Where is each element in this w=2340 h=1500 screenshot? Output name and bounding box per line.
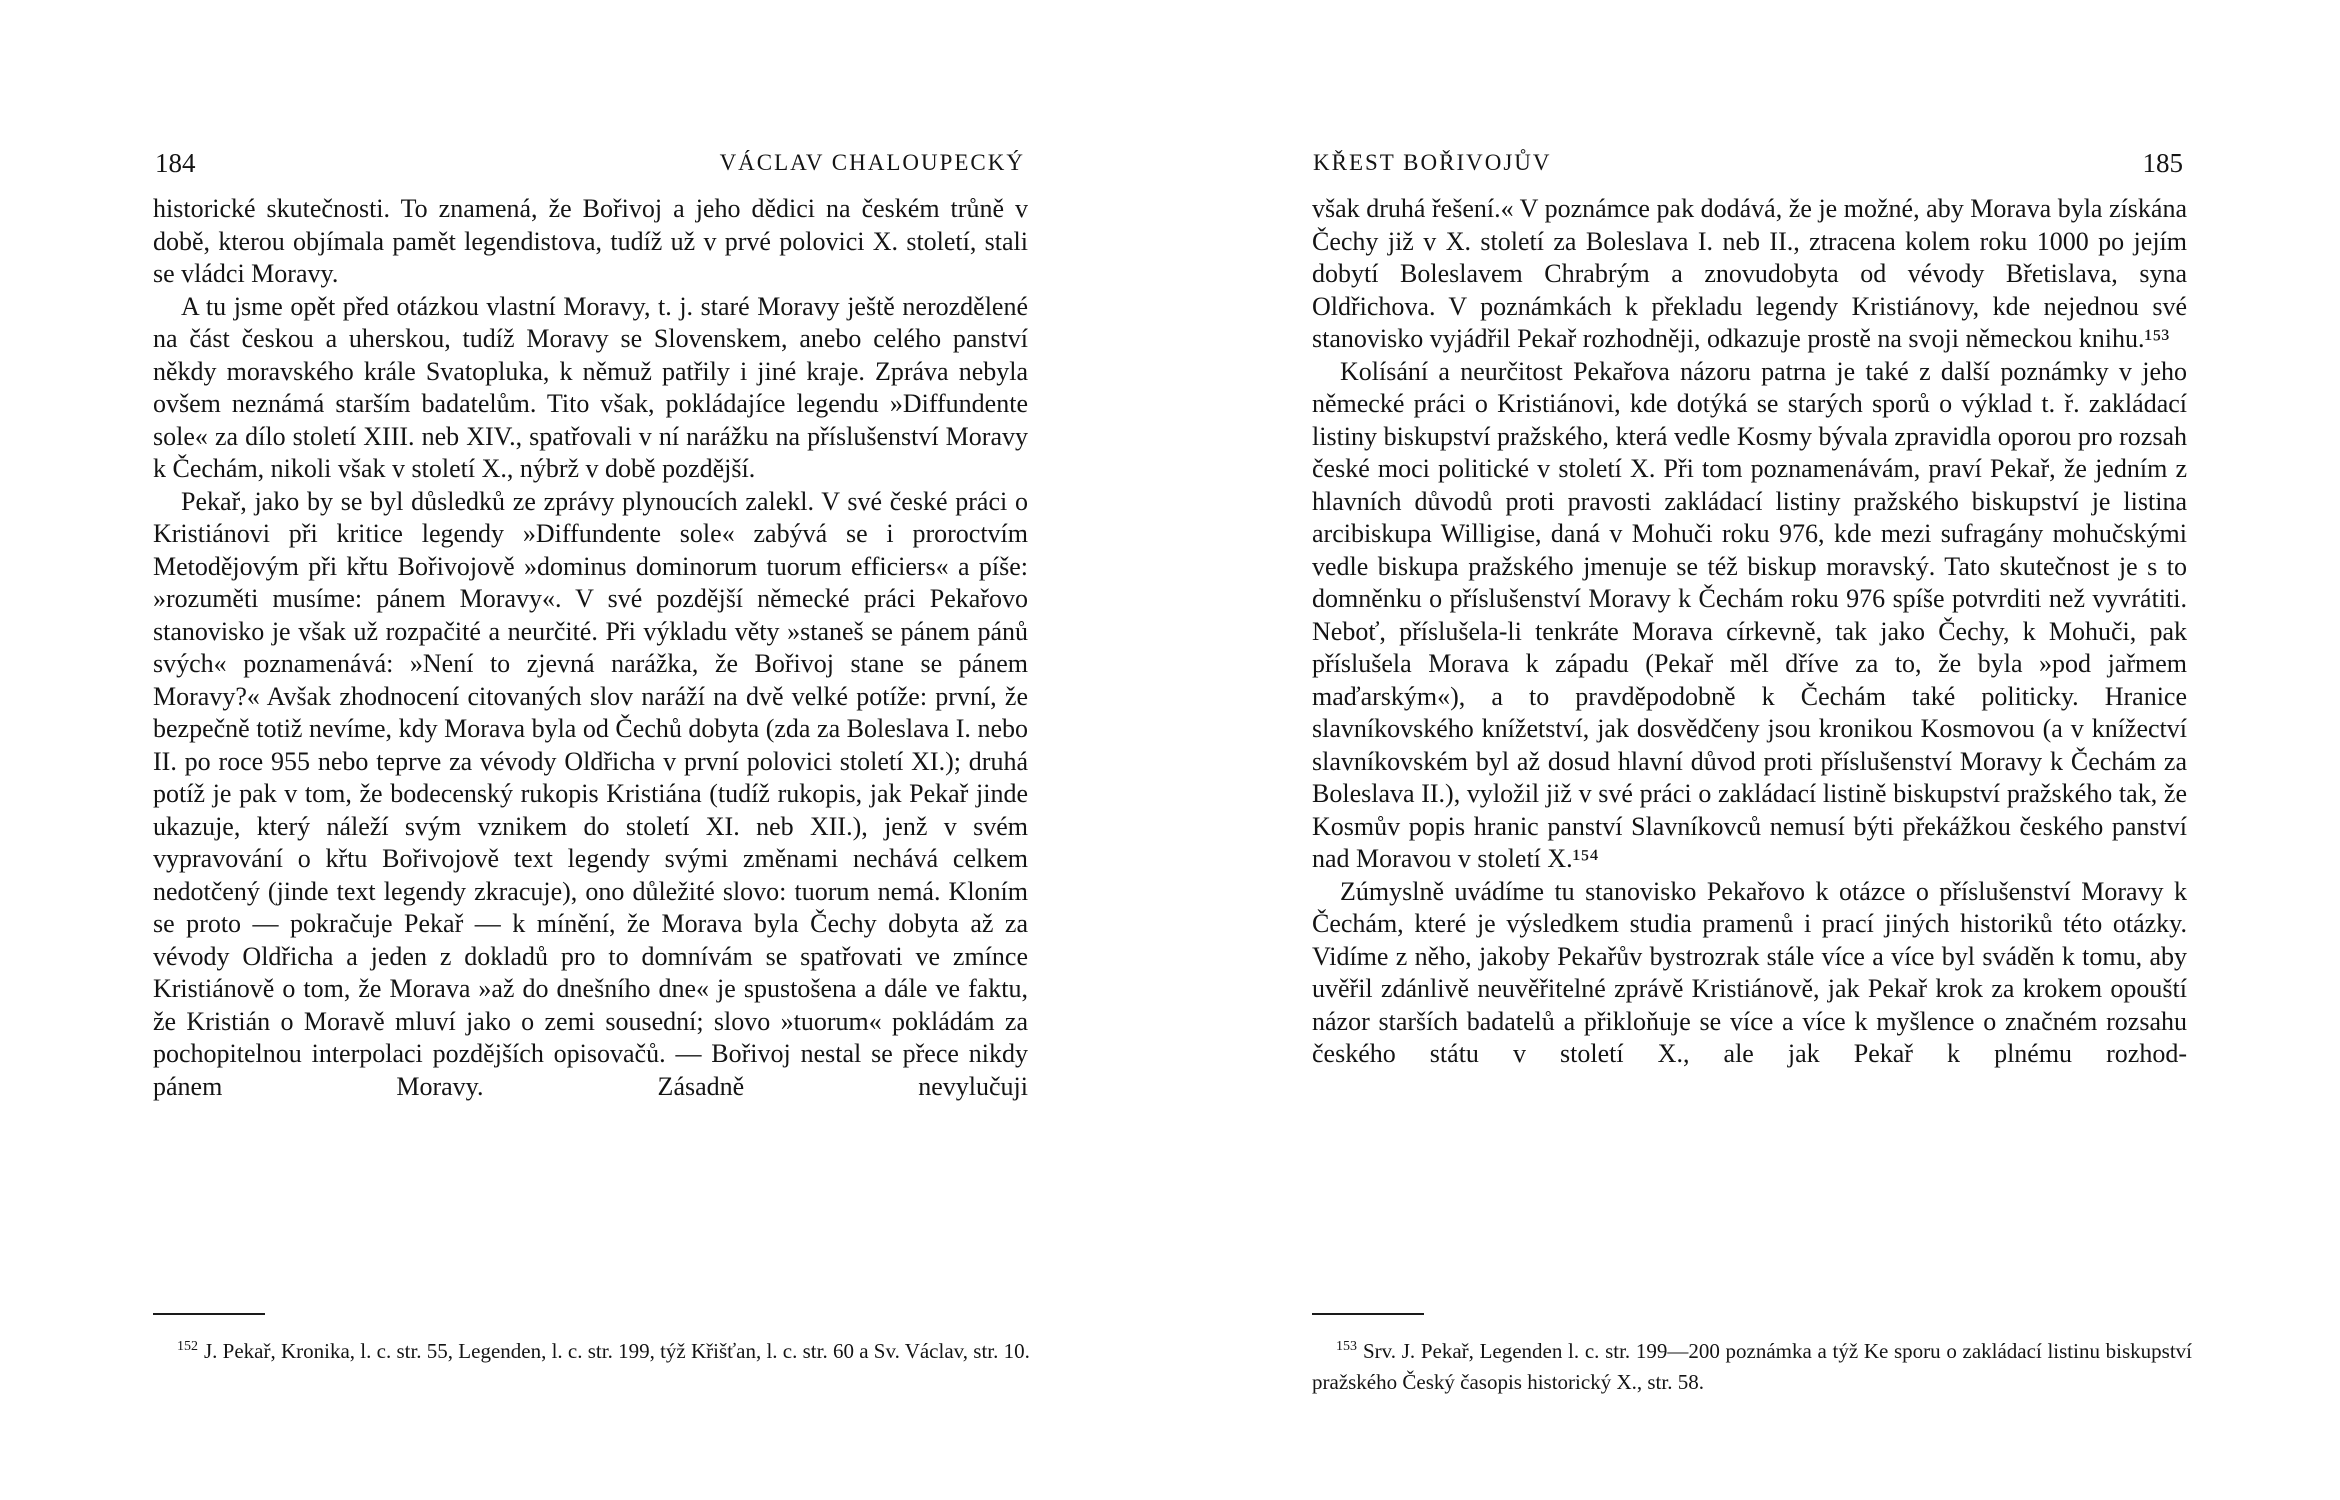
left-footnote [153, 1331, 1033, 1367]
left-paragraph-1: historické skutečnosti. To znamená, že Bořivoj a jeho dědici na českém trůně v době, kterou objímala pamět legendistova, tudíž už v prvé polovici X. století, stali se vládci Moravy. [153, 194, 1028, 288]
right-page [1170, 0, 2340, 1500]
right-paragraph-2: Kolísání a neurčitost Pekařova názoru patrna je také z další poznámky v jeho německé práci o Kristiánovi, kde dotýká se starých sporů o výklad t. ř. zakládací listiny biskupství pražského, která vedle Kosmy bývala zpravidla oporou pro rozsah české moci politické v století X. Při tom poznamenávám, praví Pekař, že jedním z hlavních důvodů proti pravosti zakládací listiny pražského biskupství je listina arcibiskupa Willigise, daná v Mohuči roku 976, kde mezi sufragány mohučskými vedle biskupa pražského jmenuje se též biskup moravský. Tato skutečnost je s to domněnku o příslušenství Moravy k Čechám roku 976 spíše potvrditi než vyvrátiti. Neboť, příslušela-li tenkráte Morava církevně, tak jako Čechy, k Mohuči, pak příslušela Morava k západu (Pekař měl dříve za to, že byla »pod jařmem maďarským«), a to pravděpodobně k Čechám také politicky. Hranice slavníkovského knížetství, jak dosvědčeny jsou kronikou Kosmovou (a v knížectví slavníkovském byl až dosud hlavní důvod proti příslušenství Moravy k Čechám za Boleslava II.), vyložil již v své práci o zakládací listině biskupství pražského tak, že Kosmův popis hranic panství Slavníkovců nemusí býti překážkou českého panství nad Moravou v století X.¹⁵⁴ [1312, 356, 2187, 873]
right-footnote-divider [1312, 1313, 1424, 1315]
left-page-header [155, 143, 1025, 183]
right-paragraph-1: však druhá řešení.« V poznámce pak dodává, že je možné, aby Morava byla získána Čechy již v X. století za Boleslava I. neb II., ztracena kolem roku 1000 po jejím dobytí Boleslavem Chrabrým a znovudobyta od vévody Břetislava, syna Oldřichova. V poznámkách k překladu legendy Kristiánovy, kde nejednou své stanovisko vyjádřil Pekař rozhodněji, odkazuje prostě na svoji německou knihu.¹⁵³ [1312, 194, 2187, 353]
right-body-text [1312, 193, 2187, 1071]
left-footnote-mark: 152 [177, 1339, 198, 1354]
right-page-header [1313, 143, 2183, 183]
right-footnote-mark: 153 [1336, 1339, 1357, 1354]
left-footnote-text: J. Pekař, Kronika, l. c. str. 55, Legenden, l. c. str. 199, týž Křišťan, l. c. str. 60 a Sv. Václav, str. 10. [204, 1339, 1030, 1363]
right-running-head: KŘEST BOŘIVOJŮV [1313, 150, 1552, 175]
left-footnote-divider [153, 1313, 265, 1315]
right-page-number: 185 [2142, 148, 2183, 178]
right-paragraph-3: Zúmyslně uvádíme tu stanovisko Pekařovo k otázce o příslušenství Moravy k Čechám, které je výsledkem studia pramenů i prací jiných historiků této otázky. Vidíme z něho, jakoby Pekařův bystrozrak stále více a více byl sváděn k tomu, aby uvěřil zdánlivě neuvěřitelné zprávě Kristiánově, jak Pekař krok za krokem opouští názor starších badatelů a přikloňuje se více a více k myšlence o značném rozsahu českého státu v století X., ale jak Pekař k plnému rozhod- [1312, 876, 2187, 1068]
left-paragraph-3: Pekař, jako by se byl důsledků ze zprávy plynoucích zalekl. V své české práci o Kristiánovi při kritice legendy »Diffundente sole« zabývá se i proroctvím Metodějovým při křtu Bořivojově »dominus dominorum tuorum efficiers« a píše: »rozuměti musíme: pánem Moravy«. V své pozdější německé práci Pekařovo stanovisko je však už rozpačité a neurčité. Při výkladu věty »staneš se pánem pánů svých« poznamenává: »Není to zjevná narážka, že Bořivoj stane se pánem Moravy?« Avšak zhodnocení citovaných slov naráží na dvě velké potíže: první, že bezpečně totiž nevíme, kdy Morava byla od Čechů dobyta (zda za Boleslava I. nebo II. po roce 955 nebo teprve za vévody Oldřicha v první polovici století XI.); druhá potíž je pak v tom, že bodecenský rukopis Kristiána (tudíž rukopis, jak Pekař jinde ukazuje, který náleží svým vznikem do století XI. neb XII.), jenž v svém vypravování o křtu Bořivojově text legendy svými změnami nechává celkem nedotčený (jinde text legendy zkracuje), ono důležité slovo: tuorum nemá. Kloním se proto — pokračuje Pekař — k mínění, že Morava byla Čechy dobyta až za vévody Oldřicha a jeden z dokladů pro to domnívám se spatřovati ve zmínce Kristiánově o tom, že Morava »až do dnešního dne« je spustošena a dále ve faktu, že Kristián o Moravě mluví jako o zemi sousední; slovo »tuorum« pokládám za pochopitelnou interpolaci pozdějších opisovačů. — Bořivoj nestal se přece nikdy pánem Moravy. Zásadně nevylučuji [153, 486, 1028, 1101]
left-running-head: VÁCLAV CHALOUPECKÝ [719, 150, 1025, 175]
left-body-text [153, 193, 1028, 1103]
right-footnote [1312, 1331, 2192, 1398]
left-paragraph-2: A tu jsme opět před otázkou vlastní Moravy, t. j. staré Moravy ještě nerozdělené na část českou a uherskou, tudíž Moravy se Slovenskem, anebo celého panství někdy moravského krále Svatopluka, k němuž patřily i jiné kraje. Zpráva nebyla ovšem neznámá starším badatelům. Tito však, pokládajíce legendu »Diffundente sole« za dílo století XIII. neb XIV., spatřovali v ní narážku na příslušenství Moravy k Čechám, nikoli však v století X., nýbrž v době pozdější. [153, 291, 1028, 483]
left-page-number: 184 [155, 148, 196, 178]
right-footnote-text: Srv. J. Pekař, Legenden l. c. str. 199—200 poznámka a týž Ke sporu o zakládací listinu biskupství pražského Český časopis historický X., str. 58. [1312, 1339, 2192, 1394]
